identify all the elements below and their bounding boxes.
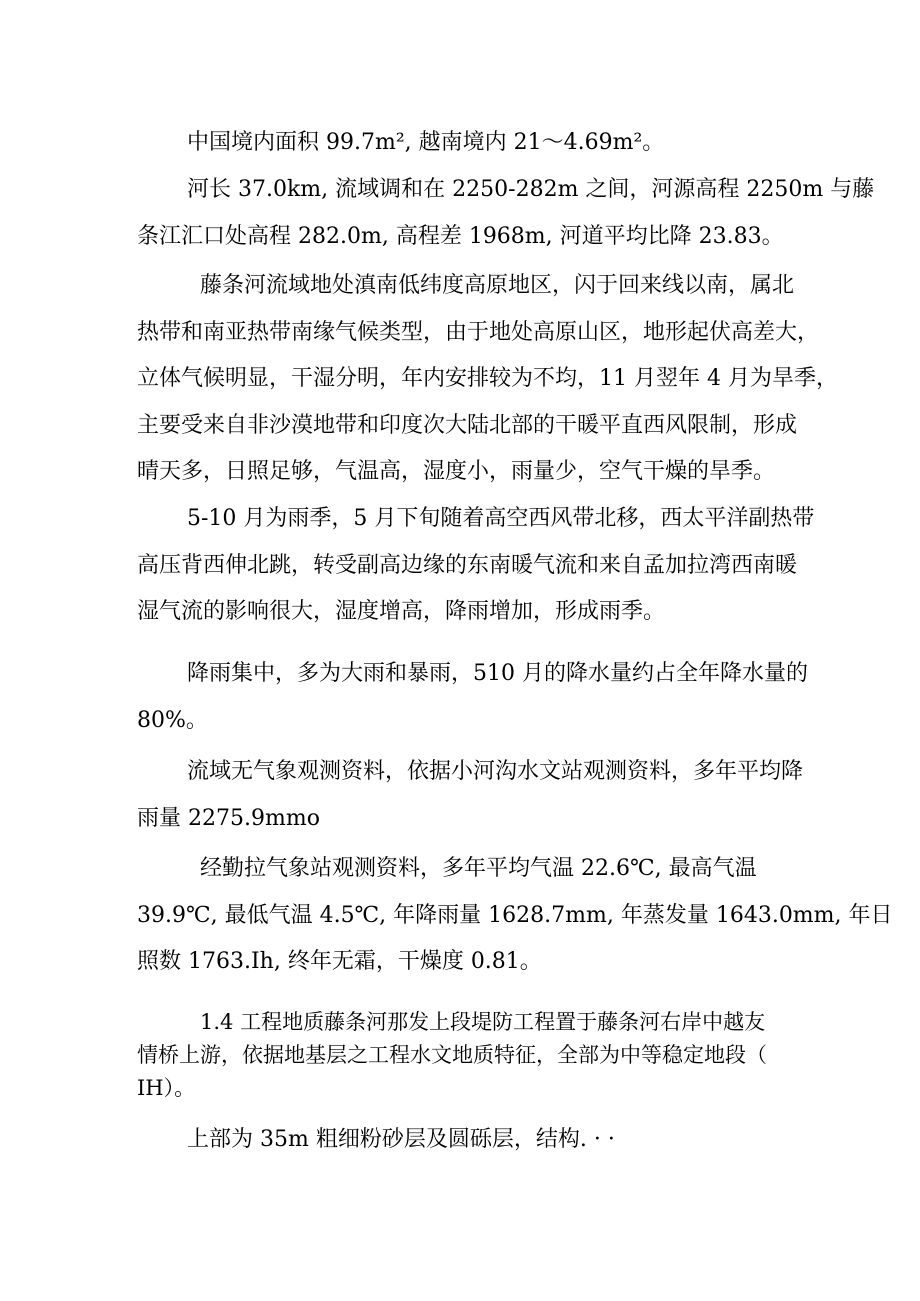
text-line: 39.9℃, 最低气温 4.5℃, 年降雨量 1628.7mm, 年蒸发量 1643.0mm, 年日 xyxy=(137,902,893,928)
text-line: 藤条河流域地处滇南低纬度高原地区，闪于回来线以南，属北 xyxy=(200,273,795,298)
text-line: 降雨集中，多为大雨和暴雨，510 月的降水量约占全年降水量的 xyxy=(187,661,808,686)
paragraph-upper-layer xyxy=(137,1117,787,1164)
text-line: 立体气候明显，干湿分明，年内安排较为不均，11 月翌年 4 月为旱季， xyxy=(137,366,838,391)
paragraph-area xyxy=(137,120,787,167)
text-line: 80%。 xyxy=(137,707,208,733)
text-line: 湿气流的影响很大，湿度增高，降雨增加，形成雨季。 xyxy=(137,599,666,624)
text-line: 条江汇口处高程 282.0m, 高程差 1968m, 河道平均比降 23.83。 xyxy=(137,223,784,249)
text-line: 1.4 工程地质藤条河那发上段堤防工程置于藤条河右岸中越友 xyxy=(200,1010,766,1034)
text-line: 晴天多，日照足够，气温高，湿度小，雨量少，空气干燥的旱季。 xyxy=(137,459,776,484)
text-line: 经勤拉气象站观测资料，多年平均气温 22.6℃, 最高气温 xyxy=(200,856,757,881)
paragraph-river-length xyxy=(137,167,875,260)
text-line: 雨量 2275.9mmo xyxy=(137,805,320,831)
text-line: 情桥上游，依据地基层之工程水文地质特征，全部为中等稳定地段（ xyxy=(137,1043,767,1067)
text-line: 主要受来自非沙漠地带和印度次大陆北部的干暖平直西风限制，形成 xyxy=(137,412,798,438)
text-line: 热带和南亚热带南缘气候类型，由于地处高原山区，地形起伏高差大， xyxy=(137,319,820,345)
paragraph-meteorological-station xyxy=(137,846,893,986)
text-line: 河长 37.0km, 流域调和在 2250-282m 之间，河源高程 2250m 与藤 xyxy=(187,177,875,202)
paragraph-rainfall-concentration xyxy=(137,651,808,744)
text-line: IH）。 xyxy=(137,1076,196,1100)
paragraph-engineering-geology xyxy=(137,1006,787,1105)
text-line: 高压背西伸北跳，转受副高边缘的东南暖气流和来自孟加拉湾西南暖 xyxy=(137,552,798,578)
text-line: 5-10 月为雨季，5 月下旬随着高空西风带北移，西太平洋副热带 xyxy=(187,506,815,531)
text-line: 上部为 35m 粗细粉砂层及圆砾层，结构. · · xyxy=(187,1127,615,1152)
text-line: 中国境内面积 99.7m², 越南境内 21～4.69m²。 xyxy=(187,130,665,155)
paragraph-climate-dry-season xyxy=(137,263,838,496)
paragraph-rainy-season xyxy=(137,496,815,636)
paragraph-average-rainfall xyxy=(137,749,804,842)
text-line: 照数 1763.Ih, 终年无霜，干燥度 0.81。 xyxy=(137,949,542,974)
text-line: 流域无气象观测资料，依据小河沟水文站观测资料，多年平均降 xyxy=(187,759,804,784)
